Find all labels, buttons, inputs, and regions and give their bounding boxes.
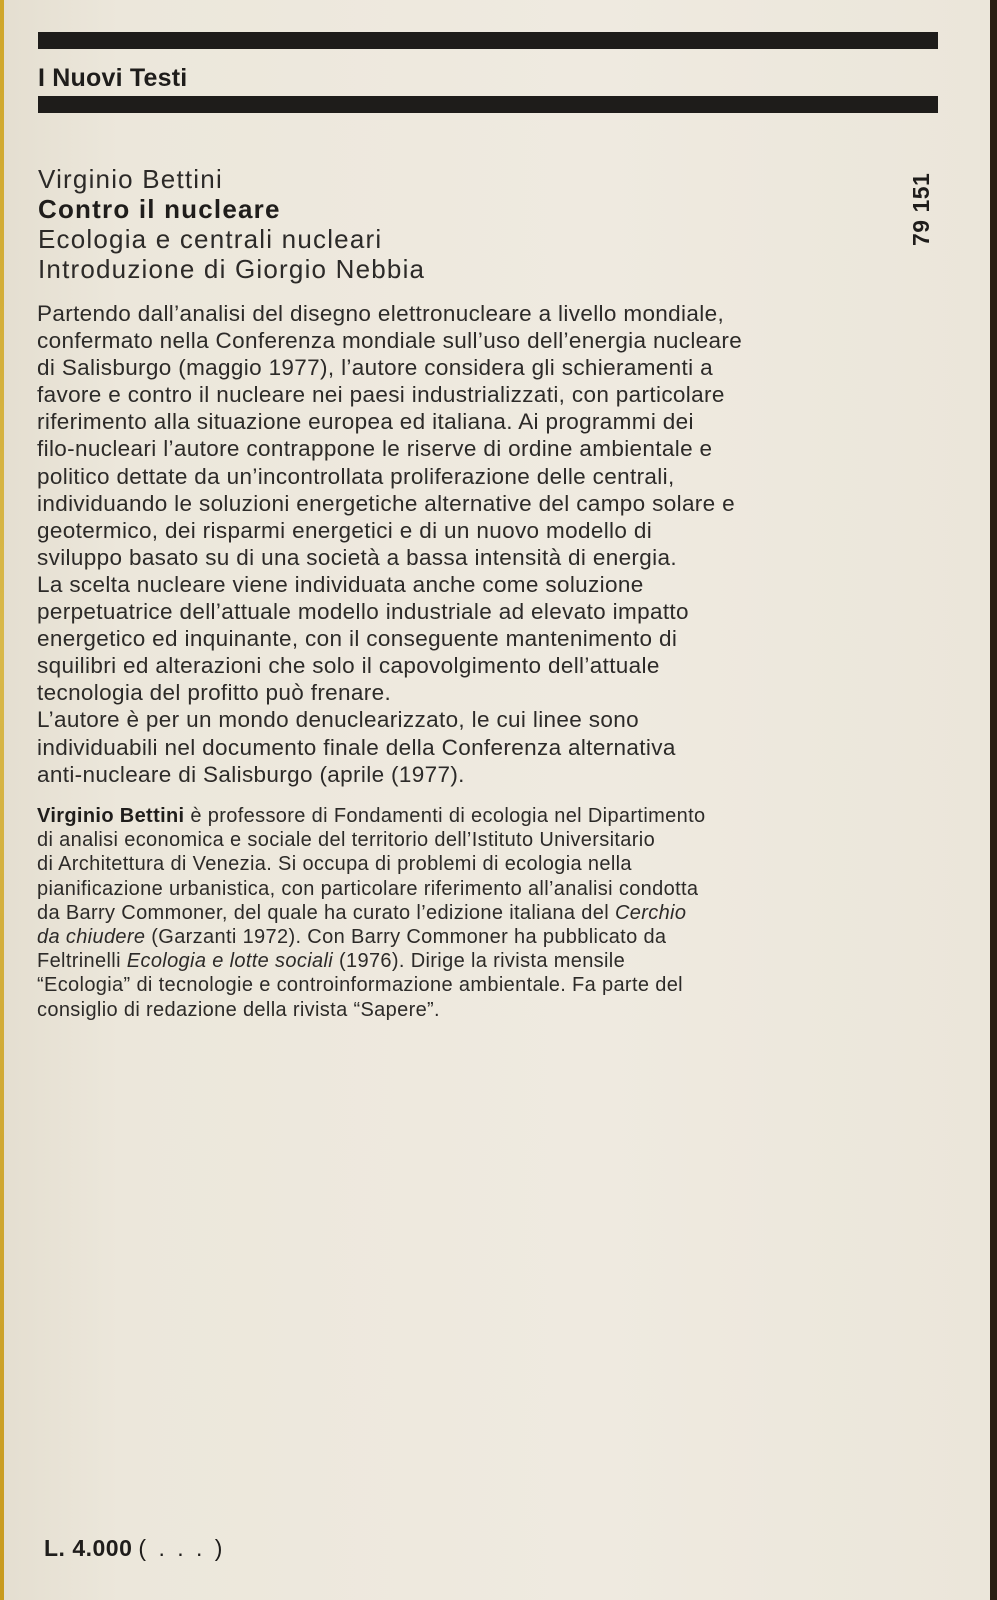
bio-text: da Barry Commoner, del quale ha curato l’edizione italiana del: [37, 901, 615, 924]
introduction-credit: Introduzione di Giorgio Nebbia: [38, 254, 426, 284]
bio-line: “Ecologia” di tecnologie e controinformazione ambientale. Fa parte del: [37, 974, 683, 997]
bio-line: [37, 901, 917, 925]
description-line: favore e contro il nucleare nei paesi industrializzati, con particolare: [37, 382, 725, 408]
series-name: I Nuovi Testi: [38, 64, 188, 92]
price-suffix: ( . . . ): [138, 1535, 226, 1561]
catalog-code: 79 151: [908, 172, 934, 246]
bio-line: [37, 949, 917, 973]
bio-text: (Garzanti 1972). Con Barry Commoner ha pubblicato da: [145, 926, 667, 949]
description-line: perpetuatrice dell’attuale modello industriale ad elevato impatto: [37, 599, 689, 625]
author-bio: [37, 804, 917, 1022]
bio-book-title: da chiudere: [37, 926, 146, 949]
bio-book-title: Cerchio: [614, 901, 687, 924]
description-line: confermato nella Conferenza mondiale sull’uso dell’energia nucleare: [37, 328, 743, 354]
book-header: [38, 164, 425, 284]
top-rule: [38, 32, 938, 49]
bio-line: pianificazione urbanistica, con particolare riferimento all’analisi condotta: [37, 877, 699, 900]
bio-book-title: Ecologia e lotte sociali: [126, 950, 334, 973]
bio-text: è professore di Fondamenti di ecologia nel Dipartimento: [184, 805, 706, 827]
book-subtitle: Ecologia e centrali nucleari: [38, 224, 383, 254]
description-line: La scelta nucleare viene individuata anche come soluzione: [37, 571, 644, 597]
description-line: riferimento alla situazione europea ed italiana. Ai programmi dei: [37, 409, 694, 435]
bio-line: consiglio di redazione della rivista “Sapere”.: [37, 998, 440, 1021]
description-line: individuabili nel documento finale della Conferenza alternativa: [37, 734, 676, 760]
description-line: geotermico, dei risparmi energetici e di un nuovo modello di: [37, 517, 653, 543]
bio-text: Feltrinelli: [37, 950, 127, 973]
cover-edge: [0, 0, 4, 1600]
bio-author-name: Virginio Bettini: [37, 805, 185, 827]
description-line: sviluppo basato su di una società a bassa intensità di energia.: [37, 544, 677, 570]
description-line: L’autore è per un mondo denuclearizzato, le cui linee sono: [37, 707, 639, 733]
description: [37, 300, 917, 788]
description-line: politico dettate da un’incontrollata proliferazione delle centrali,: [37, 463, 675, 489]
bio-line: di Architettura di Venezia. Si occupa di problemi di ecologia nella: [37, 853, 632, 876]
book-title: Contro il nucleare: [38, 194, 281, 224]
description-line: individuando le soluzioni energetiche alternative del campo solare e: [37, 490, 735, 516]
author-name: Virginio Bettini: [38, 164, 223, 194]
description-line: Partendo dall’analisi del disegno elettronucleare a livello mondiale,: [37, 301, 725, 326]
description-line: di Salisburgo (maggio 1977), l’autore considera gli schieramenti a: [37, 355, 713, 381]
price: [44, 1535, 225, 1562]
series-rule: [38, 96, 938, 113]
description-line: tecnologia del profitto può frenare.: [37, 680, 392, 706]
description-line: filo-nucleari l’autore contrappone le riserve di ordine ambientale e: [37, 436, 713, 462]
description-line: anti-nucleare di Salisburgo (aprile (1977).: [37, 761, 465, 787]
description-line: energetico ed inquinante, con il conseguente mantenimento di: [37, 626, 678, 652]
bio-line: [37, 925, 917, 949]
price-amount: L. 4.000: [44, 1535, 133, 1561]
bio-text: (1976). Dirige la rivista mensile: [333, 950, 626, 973]
bio-line: di analisi economica e sociale del territorio dell’Istituto Universitario: [37, 829, 656, 852]
bio-line: [37, 804, 917, 828]
description-line: squilibri ed alterazioni che solo il capovolgimento dell’attuale: [37, 653, 660, 679]
